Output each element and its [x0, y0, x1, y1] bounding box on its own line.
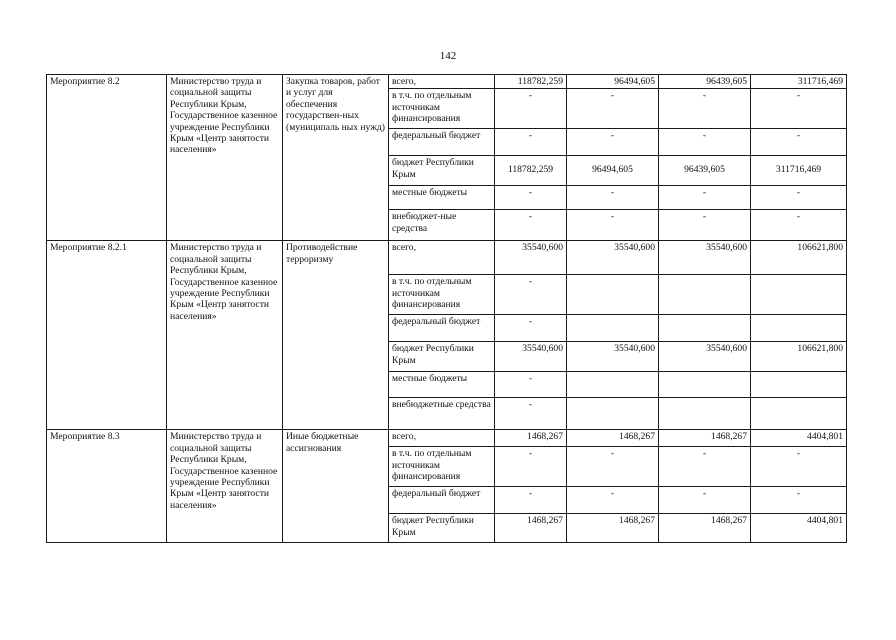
- event-cell: Мероприятие 8.2: [47, 75, 167, 241]
- value-cell: -: [495, 315, 567, 342]
- event-cell: Мероприятие 8.3: [47, 430, 167, 543]
- value-cell: -: [495, 487, 567, 514]
- value-cell: -: [495, 129, 567, 156]
- value-cell: 4404,801: [751, 430, 847, 447]
- value-cell: 118782,259: [495, 75, 567, 89]
- source-cell: в т.ч. по отдельным источникам финансирования: [389, 447, 495, 487]
- value-cell: -: [659, 129, 751, 156]
- value-cell: 96494,605: [567, 75, 659, 89]
- description-cell: Закупка товаров, работ и услуг для обеспечения государствен-ных (муниципаль ных нужд): [283, 75, 389, 241]
- value-cell: -: [495, 447, 567, 487]
- source-cell: местные бюджеты: [389, 186, 495, 210]
- source-cell: федеральный бюджет: [389, 487, 495, 514]
- value-cell: 118782,259: [495, 156, 567, 186]
- source-cell: бюджет Республики Крым: [389, 156, 495, 186]
- value-cell: -: [495, 275, 567, 315]
- value-cell: -: [495, 89, 567, 129]
- value-cell: -: [567, 210, 659, 241]
- description-cell: Противодействие терроризму: [283, 241, 389, 430]
- value-cell: [659, 398, 751, 430]
- value-cell: 106621,800: [751, 342, 847, 372]
- value-cell: -: [659, 210, 751, 241]
- value-cell: [751, 315, 847, 342]
- value-cell: 35540,600: [659, 342, 751, 372]
- source-cell: в т.ч. по отдельным источникам финансирования: [389, 89, 495, 129]
- value-cell: [751, 275, 847, 315]
- table-row: [47, 241, 847, 275]
- value-cell: 96439,605: [659, 75, 751, 89]
- source-cell: внебюджетные средства: [389, 398, 495, 430]
- value-cell: [751, 398, 847, 430]
- value-cell: -: [751, 487, 847, 514]
- value-cell: -: [567, 487, 659, 514]
- source-cell: в т.ч. по отдельным источникам финансирования: [389, 275, 495, 315]
- value-cell: 4404,801: [751, 514, 847, 543]
- value-cell: 35540,600: [495, 342, 567, 372]
- value-cell: -: [659, 186, 751, 210]
- source-cell: федеральный бюджет: [389, 129, 495, 156]
- table-row: [47, 75, 847, 89]
- source-cell: местные бюджеты: [389, 372, 495, 398]
- value-cell: 96439,605: [659, 156, 751, 186]
- value-cell: [567, 315, 659, 342]
- value-cell: -: [495, 372, 567, 398]
- executor-cell: Министерство труда и социальной защиты Республики Крым, Государственное казенное учреждение Республики Крым «Центр занятости населения»: [167, 75, 283, 241]
- value-cell: [659, 315, 751, 342]
- value-cell: [659, 275, 751, 315]
- value-cell: -: [751, 186, 847, 210]
- value-cell: -: [751, 89, 847, 129]
- executor-cell: Министерство труда и социальной защиты Республики Крым, Государственное казенное учреждение Республики Крым «Центр занятости населения»: [167, 241, 283, 430]
- value-cell: 35540,600: [495, 241, 567, 275]
- source-cell: внебюджет-ные средства: [389, 210, 495, 241]
- value-cell: -: [659, 487, 751, 514]
- value-cell: -: [567, 447, 659, 487]
- value-cell: -: [495, 186, 567, 210]
- value-cell: -: [567, 186, 659, 210]
- value-cell: 1468,267: [567, 430, 659, 447]
- value-cell: 311716,469: [751, 75, 847, 89]
- source-cell: всего,: [389, 75, 495, 89]
- source-cell: всего,: [389, 241, 495, 275]
- value-cell: 1468,267: [495, 430, 567, 447]
- event-cell: Мероприятие 8.2.1: [47, 241, 167, 430]
- source-cell: федеральный бюджет: [389, 315, 495, 342]
- page-number: 142: [439, 50, 457, 62]
- value-cell: [751, 372, 847, 398]
- value-cell: -: [751, 210, 847, 241]
- description-cell: Иные бюджетные ассигнования: [283, 430, 389, 543]
- value-cell: 311716,469: [751, 156, 847, 186]
- value-cell: 1468,267: [659, 514, 751, 543]
- value-cell: -: [751, 129, 847, 156]
- value-cell: 96494,605: [567, 156, 659, 186]
- value-cell: 35540,600: [567, 241, 659, 275]
- value-cell: -: [567, 129, 659, 156]
- value-cell: [659, 372, 751, 398]
- value-cell: -: [495, 398, 567, 430]
- executor-cell: Министерство труда и социальной защиты Республики Крым, Государственное казенное учреждение Республики Крым «Центр занятости населения»: [167, 430, 283, 543]
- value-cell: 106621,800: [751, 241, 847, 275]
- value-cell: [567, 275, 659, 315]
- value-cell: -: [567, 89, 659, 129]
- source-cell: всего,: [389, 430, 495, 447]
- value-cell: 1468,267: [567, 514, 659, 543]
- value-cell: 1468,267: [659, 430, 751, 447]
- value-cell: [567, 372, 659, 398]
- value-cell: -: [495, 210, 567, 241]
- value-cell: -: [659, 447, 751, 487]
- table-row: [47, 430, 847, 447]
- value-cell: -: [751, 447, 847, 487]
- source-cell: бюджет Республики Крым: [389, 342, 495, 372]
- value-cell: 35540,600: [659, 241, 751, 275]
- budget-table: [46, 74, 847, 543]
- value-cell: [567, 398, 659, 430]
- value-cell: 35540,600: [567, 342, 659, 372]
- value-cell: 1468,267: [495, 514, 567, 543]
- source-cell: бюджет Республики Крым: [389, 514, 495, 543]
- value-cell: -: [659, 89, 751, 129]
